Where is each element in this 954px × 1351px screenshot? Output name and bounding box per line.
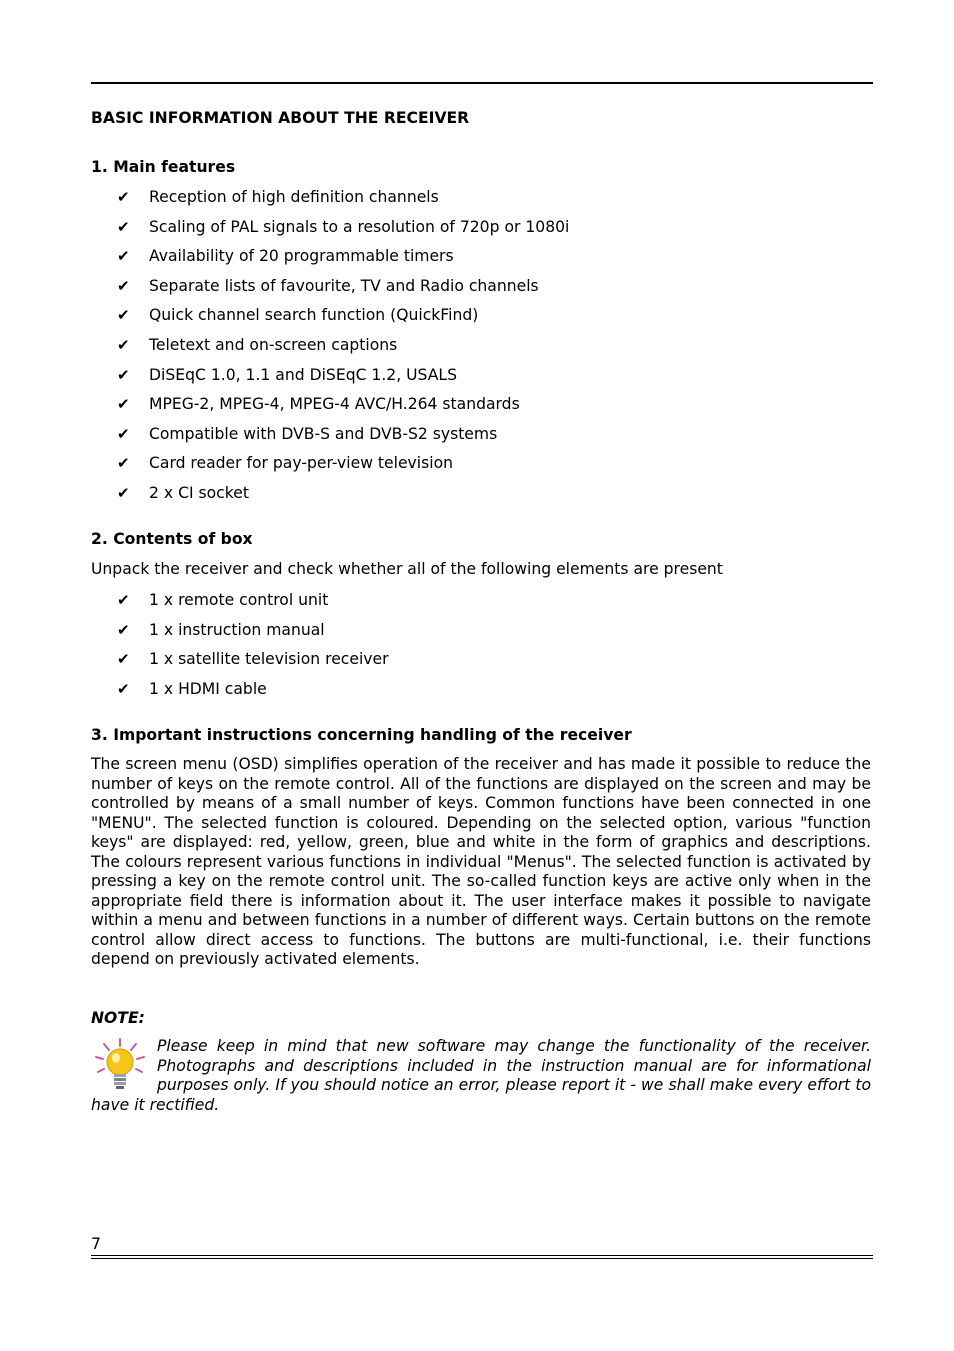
- lightbulb-icon: [91, 1037, 153, 1095]
- checkmark-icon: ✔: [117, 188, 130, 206]
- feature-item-text: Compatible with DVB-S and DVB-S2 systems: [149, 424, 498, 443]
- checkmark-icon: ✔: [117, 247, 130, 266]
- contents-item-text: 1 x satellite television receiver: [149, 650, 389, 669]
- document-title: BASIC INFORMATION ABOUT THE RECEIVER: [91, 109, 470, 127]
- contents-item-text: 1 x remote control unit: [149, 591, 329, 609]
- top-rule: [91, 82, 873, 84]
- note-text: Please keep in mind that new software may change the functionality of the receiver. Photographs and descriptions included in the instruction manual are for informational purposes only. If you should notice an error, please report it - we shall make every effort to have it rectified.: [91, 1037, 871, 1114]
- contents-item-text: 1 x instruction manual: [149, 620, 325, 639]
- feature-item: [117, 482, 569, 512]
- checkmark-icon: ✔: [117, 335, 130, 354]
- feature-item-text: Quick channel search function (QuickFind): [149, 306, 479, 325]
- bottom-rule: [91, 1255, 873, 1259]
- contents-intro: Unpack the receiver and check whether all of the following elements are present: [91, 560, 723, 578]
- page-number: 7: [91, 1235, 101, 1253]
- feature-item-text: Scaling of PAL signals to a resolution of 720p or 1080i: [149, 217, 570, 236]
- checkmark-icon: ✔: [117, 306, 130, 325]
- feature-item: [117, 334, 569, 364]
- feature-item-text: DiSEqC 1.0, 1.1 and DiSEqC 1.2, USALS: [149, 365, 457, 384]
- contents-item: [117, 648, 389, 678]
- checkmark-icon: ✔: [117, 395, 130, 414]
- section-heading-instructions: 3. Important instructions concerning handling of the receiver: [91, 726, 632, 744]
- feature-item-text: Teletext and on-screen captions: [149, 335, 398, 354]
- checkmark-icon: ✔: [117, 276, 130, 295]
- feature-item: [117, 452, 569, 482]
- checkmark-icon: ✔: [117, 679, 130, 698]
- contents-item: [117, 589, 389, 619]
- feature-item: [117, 423, 569, 453]
- contents-list: [117, 589, 389, 707]
- feature-item: [117, 304, 569, 334]
- feature-item-text: Card reader for pay-per-view television: [149, 454, 454, 473]
- checkmark-icon: ✔: [117, 591, 130, 609]
- checkmark-icon: ✔: [117, 217, 130, 236]
- feature-item: [117, 245, 569, 275]
- feature-item: [117, 275, 569, 305]
- feature-item: [117, 393, 569, 423]
- note-label: NOTE:: [91, 1009, 145, 1027]
- feature-item-text: Reception of high definition channels: [149, 188, 439, 206]
- instructions-paragraph: The screen menu (OSD) simplifies operation of the receiver and has made it possible to reduce the number of keys on the remote control. All of the functions are displayed on the screen and may be controlled by means of a small number of keys. Common functions have been connected in one "MENU". The selected function is coloured. Depending on the selected option, various "function keys" are displayed: red, yellow, green, blue and white in the form of graphics and descriptions. The colours represent various functions in individual "Menus". The selected function is activated by pressing a key on the remote control unit. The so-called function keys are active only when in the appropriate field there is information about it. The user interface makes it possible to navigate within a menu and between functions in a number of different ways. Certain buttons on the remote control allow direct access to functions. The buttons are multi-functional, i.e. their functions depend on previously activated elements.: [91, 755, 871, 968]
- feature-item: [117, 364, 569, 394]
- checkmark-icon: ✔: [117, 424, 130, 443]
- feature-item-text: Separate lists of favourite, TV and Radio channels: [149, 276, 539, 295]
- checkmark-icon: ✔: [117, 620, 130, 639]
- checkmark-icon: ✔: [117, 365, 130, 384]
- feature-item: [117, 216, 569, 246]
- feature-item-text: Availability of 20 programmable timers: [149, 247, 454, 266]
- contents-item: [117, 619, 389, 649]
- contents-item: [117, 678, 389, 708]
- contents-item-text: 1 x HDMI cable: [149, 679, 267, 698]
- feature-item-text: MPEG-2, MPEG-4, MPEG-4 AVC/H.264 standards: [149, 395, 520, 414]
- note-block: [91, 1037, 871, 1115]
- section-heading-main-features: 1. Main features: [91, 158, 236, 176]
- feature-item: [117, 186, 569, 216]
- checkmark-icon: ✔: [117, 650, 130, 669]
- section-heading-contents-of-box: 2. Contents of box: [91, 530, 253, 548]
- features-list: [117, 186, 569, 512]
- checkmark-icon: ✔: [117, 483, 130, 502]
- checkmark-icon: ✔: [117, 454, 130, 473]
- feature-item-text: 2 x CI socket: [149, 483, 249, 502]
